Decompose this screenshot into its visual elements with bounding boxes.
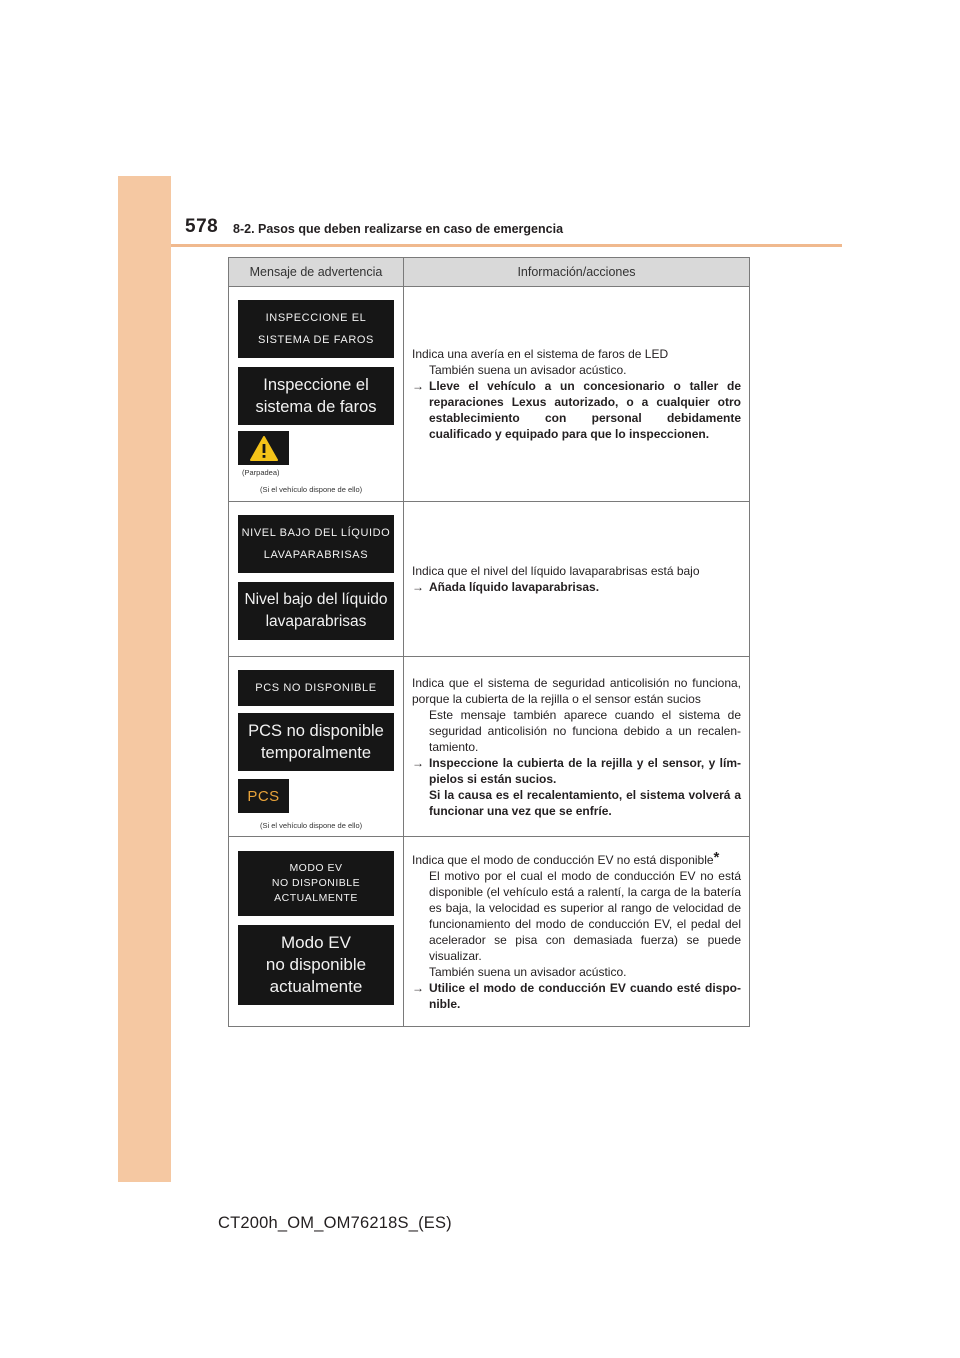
message-cell [229, 287, 404, 502]
detail-text: También suena un avisador acústico. [429, 964, 627, 979]
message-cell [229, 502, 404, 657]
action-text: Utilice el modo de conducción EV cuando esté disponible. [429, 980, 741, 1011]
col-header-message: Mensaje de advertencia [229, 258, 404, 287]
description: Indica que el nivel del líquido lavaparabrisas está bajo [412, 564, 700, 578]
side-tab-strip [118, 176, 171, 1182]
info-cell [404, 287, 750, 502]
display-message-small: PCS NO DISPONIBLE [238, 670, 394, 706]
table-row [229, 837, 750, 1027]
action-item [412, 980, 741, 1012]
action-item [412, 378, 741, 442]
document-code: CT200h_OM_OM76218S_(ES) [218, 1214, 452, 1232]
info-cell [404, 837, 750, 1027]
message-cell [229, 837, 404, 1027]
display-message-large: Nivel bajo del líquido lavaparabrisas [238, 582, 394, 640]
table-row [229, 502, 750, 657]
action-text: Lleve el vehículo a un concesionario o taller de reparaciones Lexus autorizado, o a cualquier otro establecimiento con personal debidamente cualificado y equipado para que lo inspeccionen. [429, 379, 741, 441]
section-title: 8-2. Pasos que deben realizarse en caso de emergencia [233, 222, 564, 236]
display-message-small: NIVEL BAJO DEL LÍQUIDO LAVAPARABRISAS [238, 515, 394, 573]
arrow-icon: → [412, 580, 424, 594]
display-message-large: PCS no disponible temporalmente [238, 713, 394, 771]
action-extra: Si la causa es el recalentamiento, el sistema volverá a funcionar una vez que se enfríe. [429, 787, 741, 818]
display-message-small: MODO EV NO DISPONIBLE ACTUALMENTE [238, 851, 394, 916]
description: Indica que el sistema de seguridad anticolisión no funciona, porque la cubierta de la rejilla o el sensor están sucios [412, 675, 741, 706]
footnote-mark: * [713, 848, 720, 866]
warning-table [228, 257, 750, 1027]
description-text: Indica que el modo de conducción EV no está disponible [412, 852, 714, 867]
table-row [229, 287, 750, 502]
pcs-indicator [238, 779, 289, 813]
arrow-icon: → [412, 379, 424, 393]
equipment-note: (Si el vehículo dispone de ello) [260, 485, 363, 494]
table-header-row [229, 258, 750, 287]
page-number: 578 [185, 216, 219, 237]
table-row [229, 657, 750, 837]
action-item [412, 579, 741, 595]
display-message-small: INSPECCIONE EL SISTEMA DE FAROS [238, 300, 394, 358]
arrow-icon: → [412, 980, 424, 995]
description [412, 848, 741, 868]
col-header-info: Información/acciones [404, 258, 750, 287]
action-text: Añada líquido lavaparabrisas. [429, 580, 600, 594]
info-cell [404, 657, 750, 837]
display-message-large: Inspeccione el sistema de faros [238, 367, 394, 425]
arrow-icon: → [412, 755, 424, 770]
info-cell [404, 502, 750, 657]
detail-text: El motivo por el cual el modo de conducción EV no está disponible (el vehículo está a ralentí, la carga de la batería es baja, la velocidad es superior al rango de velocidad de funcionamiento del modo de conducción EV, el pedal del acelerador se pisa con demasiada fuerza) se puede visualizar. [429, 868, 741, 963]
pcs-indicator-text: PCS [247, 787, 280, 805]
description: Indica una avería en el sistema de faros de LED [412, 347, 669, 361]
message-cell [229, 657, 404, 837]
detail-text: También suena un avisador acústico. [429, 363, 627, 377]
action-item [412, 755, 741, 787]
header-rule [171, 244, 842, 247]
detail-text: Este mensaje también aparece cuando el sistema de seguridad anticolisión no funciona debido a un recalentamiento. [429, 707, 741, 754]
warning-triangle-icon [249, 435, 279, 462]
equipment-note: (Si el vehículo dispone de ello) [260, 821, 363, 830]
display-message-large: Modo EV no disponible actualmente [238, 925, 394, 1005]
warning-indicator [238, 431, 289, 465]
action-text: Inspeccione la cubierta de la rejilla y el sensor, y límpielos si están sucios. [429, 755, 741, 786]
blink-note: (Parpadea) [242, 468, 280, 477]
